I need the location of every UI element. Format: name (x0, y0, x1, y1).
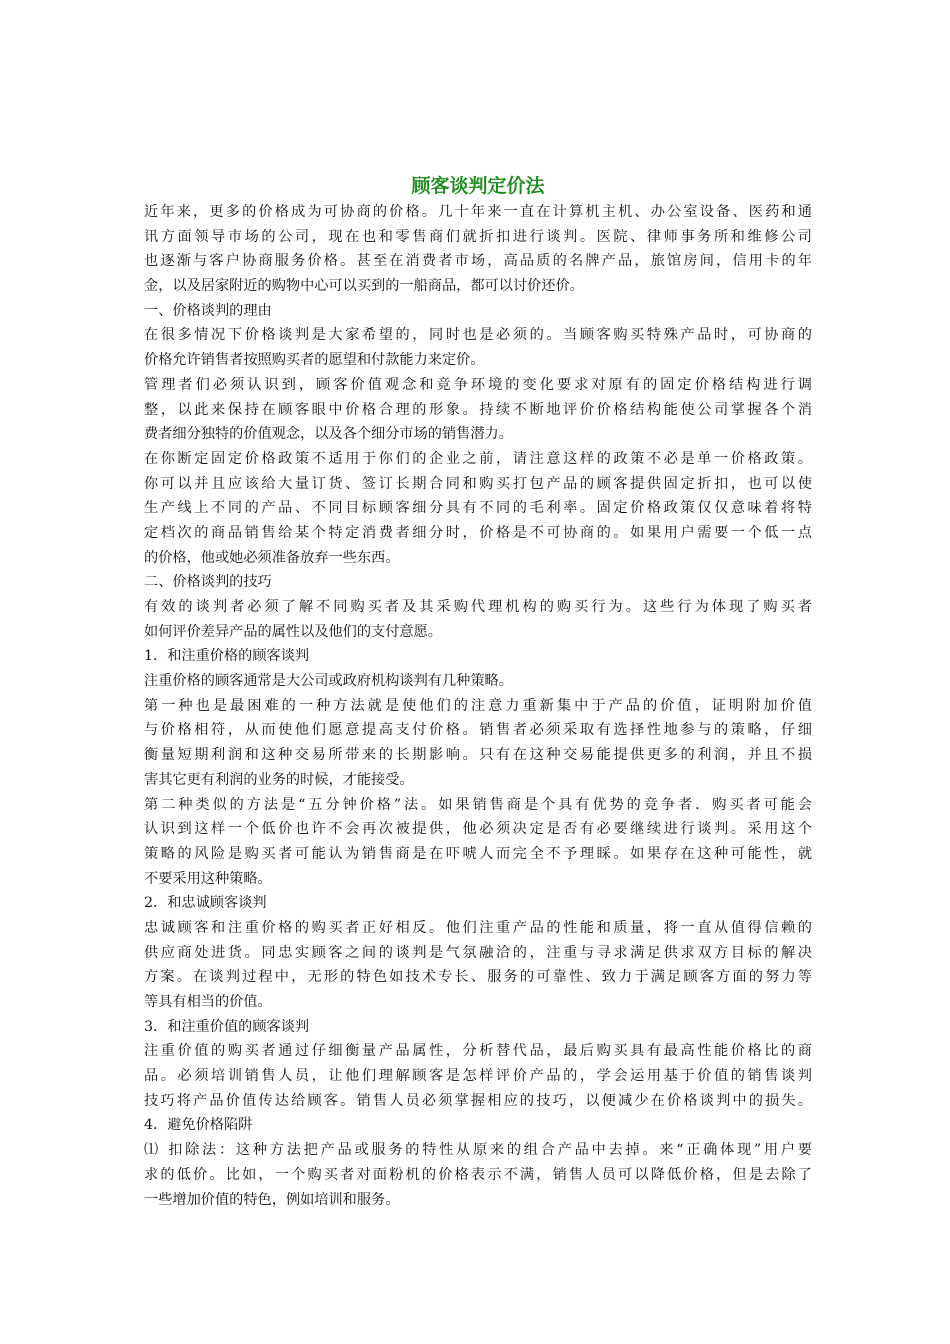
text-line: 供应商处进货。同忠实顾客之间的谈判是气氛融洽的，注重与寻求满足供求双方目标的解决 (144, 944, 812, 961)
text-line: 4．避免价格陷阱 (144, 1117, 253, 1134)
text-line: 第一种也是最困难的一种方法就是使他们的注意力重新集中于产品的价值，证明附加价值 (144, 697, 812, 714)
document-page (144, 172, 812, 1212)
text-line: 在你断定固定价格政策不适用于你们的企业之前，请注意这样的政策不必是单一价格政策。 (144, 450, 812, 467)
text-line: 的价格，他或她必须准备放弃一些东西。 (144, 549, 400, 566)
text-line: 也逐渐与客户协商服务价格。甚至在消费者市场，高品质的名牌产品，旅馆房间，信用卡的年 (144, 253, 812, 270)
text-line: 金，以及居家附近的购物中心可以买到的一船商品，都可以讨价还价。 (144, 278, 584, 295)
text-line: 一些增加价值的特色，例如培训和服务。 (144, 1191, 400, 1208)
text-line: 费者细分独特的价值观念，以及各个细分市场的销售潜力。 (144, 426, 513, 443)
document-body (144, 200, 812, 1212)
text-line: 在很多情况下价格谈判是大家希望的，同时也是必须的。当顾客购买特殊产品时，可协商的 (144, 327, 812, 344)
text-line: 第二种类似的方法是“五分钟价格”法。如果销售商是个具有优势的竞争者．购买者可能会 (144, 796, 812, 813)
text-line: 整，以此来保持在顾客眼中价格合理的形象。持续不断地评价价格结构能使公司掌握各个消 (144, 401, 812, 418)
text-line: 害其它更有利润的业务的时候，才能接受。 (144, 771, 414, 788)
text-line: 求的低价。比如，一个购买者对面粉机的价格表示不满，销售人员可以降低价格，但是去除了 (144, 1166, 812, 1183)
text-line: 价格允许销售者按照购买者的愿望和付款能力来定价。 (144, 352, 485, 369)
text-line: 忠诚顾客和注重价格的购买者正好相反。他们注重产品的性能和质量，将一直从值得信赖的 (144, 919, 812, 936)
text-line: 等具有相当的价值。 (144, 994, 272, 1010)
text-line: 注重价格的顾客通常是大公司或政府机构谈判有几种策略。 (144, 673, 513, 690)
document-title: 顾客谈判定价法 (411, 175, 545, 197)
text-line: 不要采用这种策略。 (144, 870, 272, 887)
text-line: 方案。在谈判过程中，无形的特色如技术专长、服务的可靠性、致力于满足顾客方面的努力等 (144, 969, 812, 986)
text-line: ⑴ 扣除法：这种方法把产品或服务的特性从原来的组合产品中去掉。来“正确体现”用户要 (144, 1142, 812, 1159)
text-line: 有效的谈判者必须了解不同购买者及其采购代理机构的购买行为。这些行为体现了购买者 (144, 599, 812, 615)
text-line: 衡量短期利润和这种交易所带来的长期影响。只有在这种交易能提供更多的利润，并且不损 (144, 747, 812, 764)
text-line: 管理者们必须认识到，顾客价值观念和竞争环境的变化要求对原有的固定价格结构进行调 (144, 376, 812, 393)
text-line: 认识到这样一个低价也许不会再次被提供，他必须决定是否有必要继续进行谈判。采用这个 (144, 821, 812, 838)
text-line: 你可以并且应该给大量订货、签订长期合同和购买打包产品的顾客提供固定折扣，也可以使 (144, 475, 812, 492)
text-line: 品。必须培训销售人员，让他们理解顾客是怎样评价产品的，学会运用基于价值的销售谈判 (144, 1068, 812, 1085)
text-line: 技巧将产品价值传达给顾客。销售人员必须掌握相应的技巧，以便减少在价格谈判中的损失。 (144, 1092, 812, 1109)
text-line: 1．和注重价格的顾客谈判 (144, 648, 310, 665)
text-line: 生产线上不同的产品、不同目标顾客细分具有不同的毛利率。固定价格政策仅仅意味着将特 (144, 500, 812, 517)
text-line: 策略的风险是购买者可能认为销售商是在吓唬人而完全不予理睬。如果存在这种可能性，就 (144, 845, 812, 862)
text-line: 二、价格谈判的技巧 (144, 574, 272, 591)
text-line: 3．和注重价值的顾客谈判 (144, 1018, 310, 1035)
text-line: 一、价格谈判的理由 (144, 302, 272, 319)
text-line: 注重价值的购买者通过仔细衡量产品属性，分析替代品，最后购买具有最高性能价格比的商 (144, 1043, 812, 1060)
text-line: 如何评价差异产品的属性以及他们的支付意愿。 (144, 623, 442, 640)
text-line: 2．和忠诚顾客谈判 (144, 895, 267, 912)
text-line: 讯方面领导市场的公司，现在也和零售商们就折扣进行谈判。医院、律师事务所和维修公司 (144, 228, 812, 245)
text-line: 近年来，更多的价格成为可协商的价格。几十年来一直在计算机主机、办公室设备、医药和通 (144, 204, 812, 220)
text-line: 定档次的商品销售给某个特定消费者细分时，价格是不可协商的。如果用户需要一个低一点 (144, 524, 812, 541)
text-line: 与价格相符，从而使他们愿意提高支付价格。销售者必须采取有选择性地参与的策略，仔细 (144, 722, 812, 739)
